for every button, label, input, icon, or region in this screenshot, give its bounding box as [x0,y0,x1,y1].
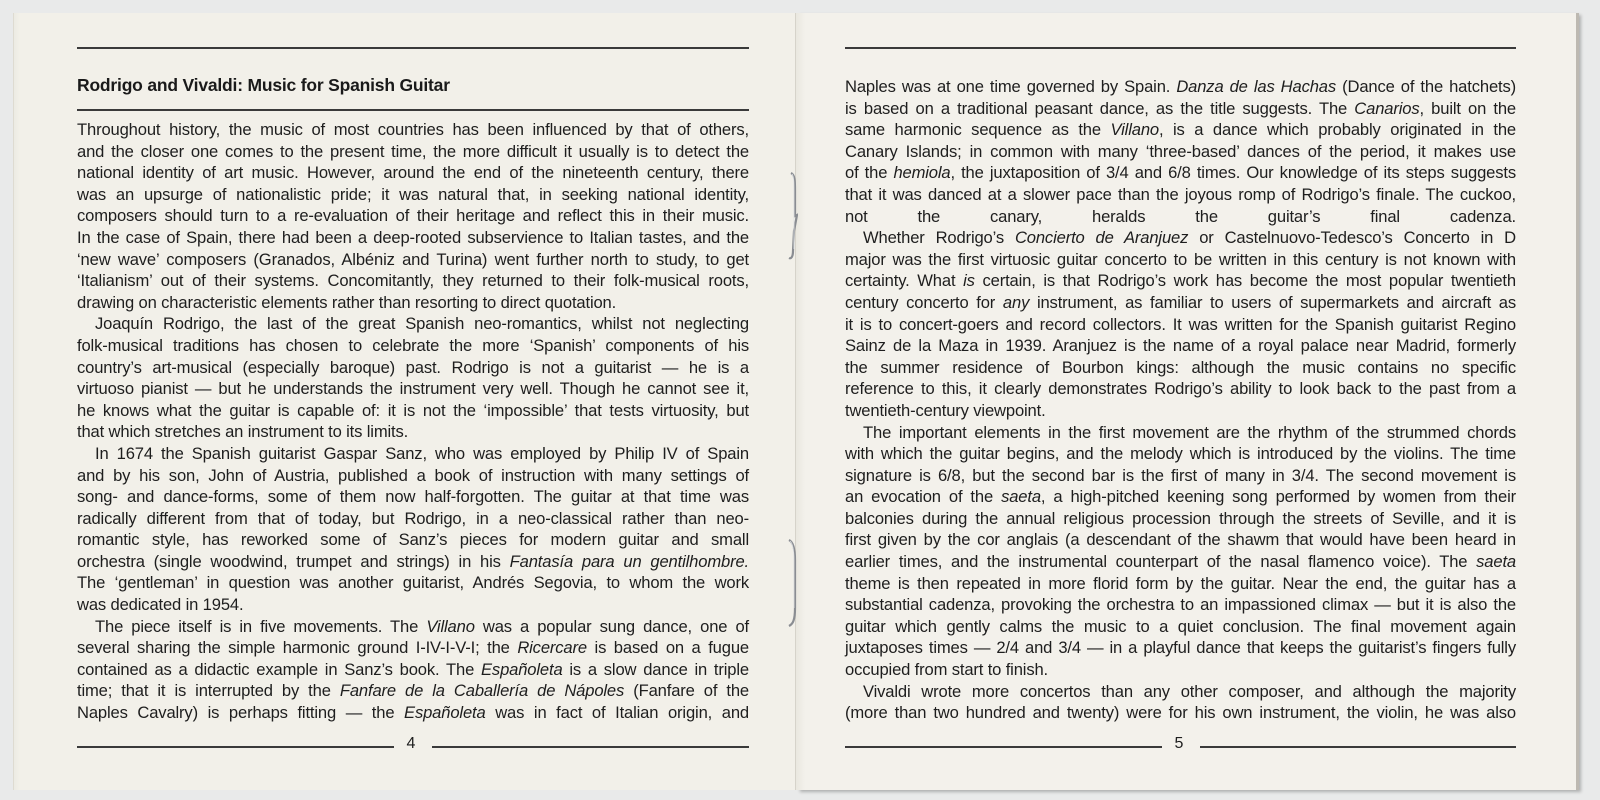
text-run: , the juxtaposition of 3/4 and 6/8 times. Our knowledge of its steps suggests [950,163,1517,183]
page-number: 4 [406,735,416,752]
left-page [13,13,796,790]
text-run: several sharing the simple harmonic ground I-IV-I-V-I; the [77,638,518,658]
heading-rule [77,109,749,111]
booklet-spread [13,13,1576,790]
text-run: romantic style, has reworked some of Sanz’s pieces for modern guitar and small [77,530,749,550]
text-run: , is a dance which probably originated in the [1158,120,1517,140]
text-run: (Dance of the hatchets) [1336,77,1516,96]
text-line [77,680,749,702]
text-line [77,270,749,292]
text-run: the summer residence of Bourbon kings: although the music contains no specific [845,357,1516,377]
top-rule [845,47,1516,49]
text-line [845,551,1516,573]
text-line [77,529,749,551]
text-run: instrument, as familiar to users of supermarkets and aircraft as [1029,292,1516,312]
text-line [845,141,1516,163]
text-run: twentieth-century viewpoint. [845,400,1046,420]
paragraph [845,227,1516,421]
text-line [77,594,749,616]
text-line [845,400,1516,422]
text-line [77,249,749,271]
text-run: In 1674 the Spanish guitarist Gaspar Sanz, who was employed by Philip IV of Spain [95,443,749,463]
text-line [77,227,749,249]
text-run: The ‘gentleman’ in question was another guitarist, Andrés Segovia, to whom the work [77,573,749,593]
paragraph [77,313,749,443]
text-line [845,292,1516,314]
text-line [845,335,1516,357]
text-line [845,162,1516,184]
text-line [845,227,1516,249]
text-line [77,205,749,227]
text-run: is based on a fugue [586,638,749,658]
text-line [845,508,1516,530]
text-line [845,206,1516,228]
text-line [77,486,749,508]
text-line [845,594,1516,616]
italic-text: hemiola [893,163,951,183]
text-run: ‘Italianism’ out of their systems. Concomitantly, they returned to their folk-musical roots, [77,271,749,291]
paragraph [845,422,1516,681]
text-line [77,572,749,594]
page-number: 5 [1174,735,1184,752]
paragraph [77,119,749,313]
text-run: occupied from start to finish. [845,660,1049,680]
text-run: it is to concert-goers and record collectors. It was written for the Spanish guitarist Regino [845,314,1516,334]
text-line [845,422,1516,444]
text-run: Throughout history, the music of most countries has been influenced by that of others, [77,120,749,139]
staple-icon [786,538,798,628]
text-line [845,378,1516,400]
text-run: national identity of art music. However, around the end of the nineteenth century, there [77,163,749,183]
spine-fold [795,13,796,790]
text-line [845,465,1516,487]
text-run: century concerto for [845,292,1003,312]
italic-text: Españoleta [481,659,563,679]
text-line [845,357,1516,379]
italic-text: any [1002,292,1030,312]
text-line [77,465,749,487]
text-run: with which the guitar begins, and the melody which is introduced by the violins. The time [845,444,1516,464]
text-line [845,314,1516,336]
text-run: was dedicated in 1954. [77,595,244,615]
italic-text: Concierto de Aranjuez [1014,228,1189,248]
text-run: not the canary, heralds the guitar’s final cadenza. [845,206,1516,226]
text-line [77,119,749,141]
italic-text: Fantasía para un gentilhombre. [509,551,749,571]
text-line [845,486,1516,508]
text-run: balconies during the annual religious procession through the streets of Seville, and it is [845,508,1516,528]
text-run: country’s art-musical (especially baroque) past. Rodrigo is not a guitarist — he is a [77,357,749,377]
text-run: (Fanfare of the [624,681,749,701]
text-run: radically different from that of today, but Rodrigo, in a neo-classical rather than neo- [77,508,749,528]
text-run: drawing on characteristic elements rather than resorting to direct quotation. [77,292,617,312]
text-line [845,573,1516,595]
text-line [845,702,1516,724]
text-run: orchestra (single woodwind, trumpet and strings) in his [77,551,510,571]
text-run: Whether Rodrigo’s [863,228,1015,248]
right-page [795,13,1576,790]
text-run: that which stretches an instrument to its limits. [77,422,409,442]
text-run: signature is 6/8, but the second bar is the first of many in 3/4. The second movement is [845,465,1516,485]
text-line [77,659,749,681]
text-run: The piece itself is in five movements. The [95,616,427,636]
text-run: was an upsurge of nationalistic pride; it was natural that, in seeking national identity, [77,184,749,204]
text-run: Naples Cavalry) is perhaps fitting — the [77,703,405,723]
italic-text: Danza de las Hachas [1176,77,1337,96]
text-line [77,357,749,379]
page-heading: Rodrigo and Vivaldi: Music for Spanish Guitar [77,75,450,95]
text-line [845,637,1516,659]
staple-icon [786,171,798,261]
text-line [77,421,749,443]
italic-text: Ricercare [517,638,587,658]
right-body-text [845,76,1516,724]
text-run: song- and dance-forms, some of them now half-forgotten. The guitar at that time was [77,487,749,507]
italic-text: is [963,271,975,291]
text-run: Joaquín Rodrigo, the last of the great Spanish neo-romantics, whilst not neglecting [95,314,749,334]
text-line [77,335,749,357]
top-rule [77,47,749,49]
text-run: Sainz de la Maza in 1939. Aranjuez is the name of a royal palace near Madrid, formerly [845,336,1516,356]
text-run: contained as a didactic example in Sanz’s book. The [77,659,481,679]
text-line [77,508,749,530]
text-line [845,98,1516,120]
paragraph [77,616,749,724]
text-line [77,141,749,163]
paragraph [77,443,749,616]
text-run: was a popular sung dance, one of [474,616,749,636]
text-line [77,313,749,335]
text-run: , built on the [1419,98,1517,118]
text-run: same harmonic sequence as the [845,120,1111,140]
italic-text: Fanfare de la Caballería de Nápoles [339,681,625,701]
text-line [845,249,1516,271]
text-run: Naples was at one time governed by Spain. [845,77,1177,96]
text-run: substantial cadenza, provoking the orchestra to an impassioned climax — but it is also the [845,595,1516,615]
text-line [845,443,1516,465]
text-run: Canary Islands; in common with many ‘three-based’ dances of the period, it makes use [845,141,1516,161]
text-run: was in fact of Italian origin, and [485,703,749,723]
italic-text: Españoleta [404,703,486,723]
paragraph [845,76,1516,227]
text-run: is based on a traditional peasant dance, as the title suggests. The [845,98,1355,118]
text-run: time; that it is interrupted by the [77,681,340,701]
text-line [77,702,749,724]
text-line [845,529,1516,551]
text-run: earlier times, and the instrumental counterpart of the nasal flamenco voice). The [845,552,1477,572]
italic-text: saeta [1001,487,1041,507]
paragraph [845,681,1516,724]
text-run: that it was danced at a slower pace than the joyous romp of Rodrigo’s finale. The cuckoo, [845,184,1516,204]
text-line [77,162,749,184]
footer-rule-left [845,746,1162,748]
text-run: The important elements in the first movement are the rhythm of the strummed chords [863,422,1516,442]
text-run: (more than two hundred and twenty) were for his own instrument, the violin, he was also [845,703,1516,723]
text-run: virtuoso pianist — but he understands the instrument very well. Though he cannot see it, [77,379,749,399]
text-line [845,616,1516,638]
text-run: certainty. What [845,271,964,291]
text-line [77,292,749,314]
text-run: and the closer one comes to the present time, the more difficult it usually is to detect the [77,141,749,161]
italic-text: saeta [1476,552,1516,572]
text-run: reference to this, it clearly demonstrates Rodrigo’s ability to look back to the past from a [845,379,1516,399]
italic-text: Villano [1110,120,1159,140]
text-run: juxtaposes times — 2/4 and 3/4 — in a playful dance that keeps the guitarist’s fingers fully [845,638,1516,658]
text-line [845,119,1516,141]
text-run: composers should turn to a re-evaluation of their heritage and reflect this in their music. [77,206,749,226]
text-run: of the [845,163,894,183]
text-line [845,76,1516,98]
text-line [77,378,749,400]
left-body-text [77,119,749,724]
text-run: or Castelnuovo-Tedesco’s Concerto in D [1188,228,1517,248]
text-run: major was the first virtuosic guitar concerto to be written in this century is not known with [845,249,1516,269]
text-run: he knows what the guitar is capable of: it is not the ‘impossible’ that tests virtuosity, but [77,400,749,420]
text-line [77,637,749,659]
footer-rule-right [1200,746,1516,748]
italic-text: Villano [426,616,475,636]
text-line [845,270,1516,292]
text-line [845,184,1516,206]
footer-rule-left [77,746,394,748]
text-line [845,681,1516,703]
text-run: an evocation of the [845,487,1002,507]
footer-rule-right [432,746,749,748]
text-line [77,551,749,573]
text-line [77,400,749,422]
text-run: theme is then repeated in more florid form by the guitar. Near the end, the guitar has a [845,573,1516,593]
text-line [77,616,749,638]
italic-text: Canarios [1354,98,1420,118]
text-run: certain, is that Rodrigo’s work has become the most popular twentieth [974,271,1516,291]
text-run: , a high-pitched keening song performed by women from their [1040,487,1516,507]
text-run: first given by the cor anglais (a descendant of the shawm that would have been heard in [845,530,1516,550]
text-run: and by his son, John of Austria, published a book of instruction with many settings of [77,465,749,485]
text-run: is a slow dance in triple [562,659,749,679]
text-run: In the case of Spain, there had been a deep-rooted subservience to Italian tastes, and the [77,227,749,247]
text-run: guitar which gently calms the music to a quiet conclusion. The final movement again [845,616,1516,636]
text-run: ‘new wave’ composers (Granados, Albéniz and Turina) went further north to study, to get [77,249,749,269]
text-run: folk-musical traditions has chosen to celebrate the more ‘Spanish’ components of his [77,335,749,355]
text-line [845,659,1516,681]
text-line [77,443,749,465]
text-line [77,184,749,206]
text-run: Vivaldi wrote more concertos than any other composer, and although the majority [863,681,1516,701]
